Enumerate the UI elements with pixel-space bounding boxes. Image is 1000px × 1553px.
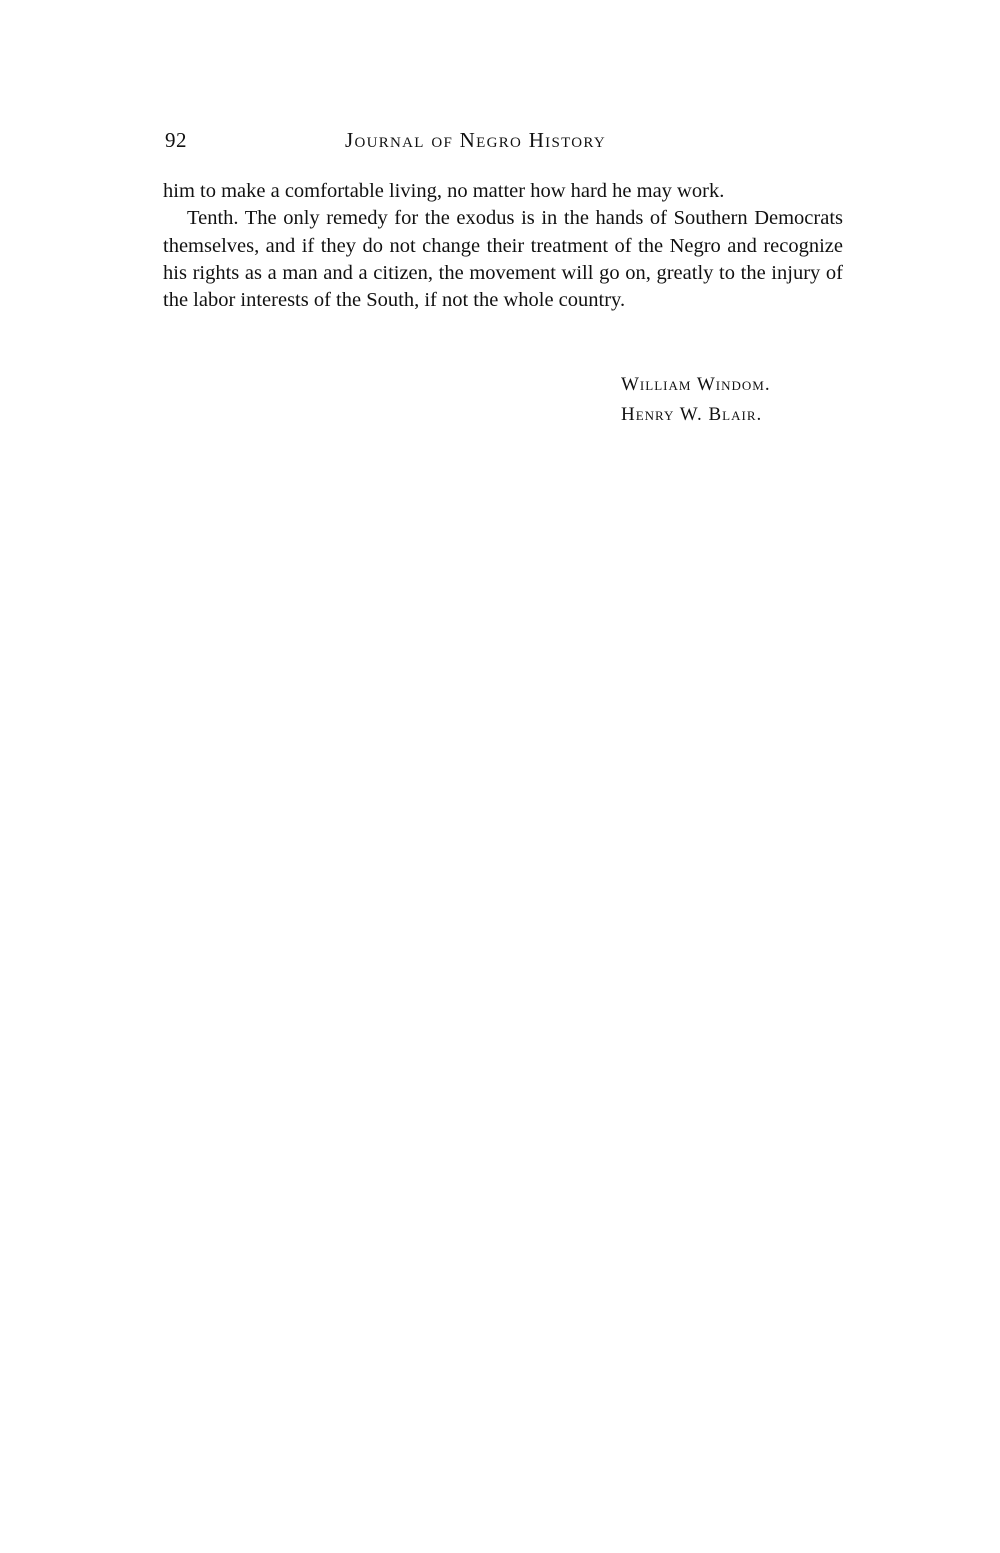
signature-block [621,370,881,430]
signature-william-windom: William Windom. [621,374,771,395]
page-number: 92 [165,128,187,152]
signature-henry-w-blair: Henry W. Blair. [621,404,763,425]
continued-paragraph: him to make a comfortable living, no matter how hard he may work. [163,180,725,202]
body-text [163,178,843,314]
running-title: Journal of Negro History [345,128,607,152]
page-header [163,126,843,160]
tenth-paragraph: Tenth. The only remedy for the exodus is in the hands of Southern Democrats themselves, and if they do not change their treatment of the Negro and recognize his rights as a man and a citizen, the movement will go on, greatly to the injury of the labor interests of the South, if not the whole country. [163,207,843,312]
